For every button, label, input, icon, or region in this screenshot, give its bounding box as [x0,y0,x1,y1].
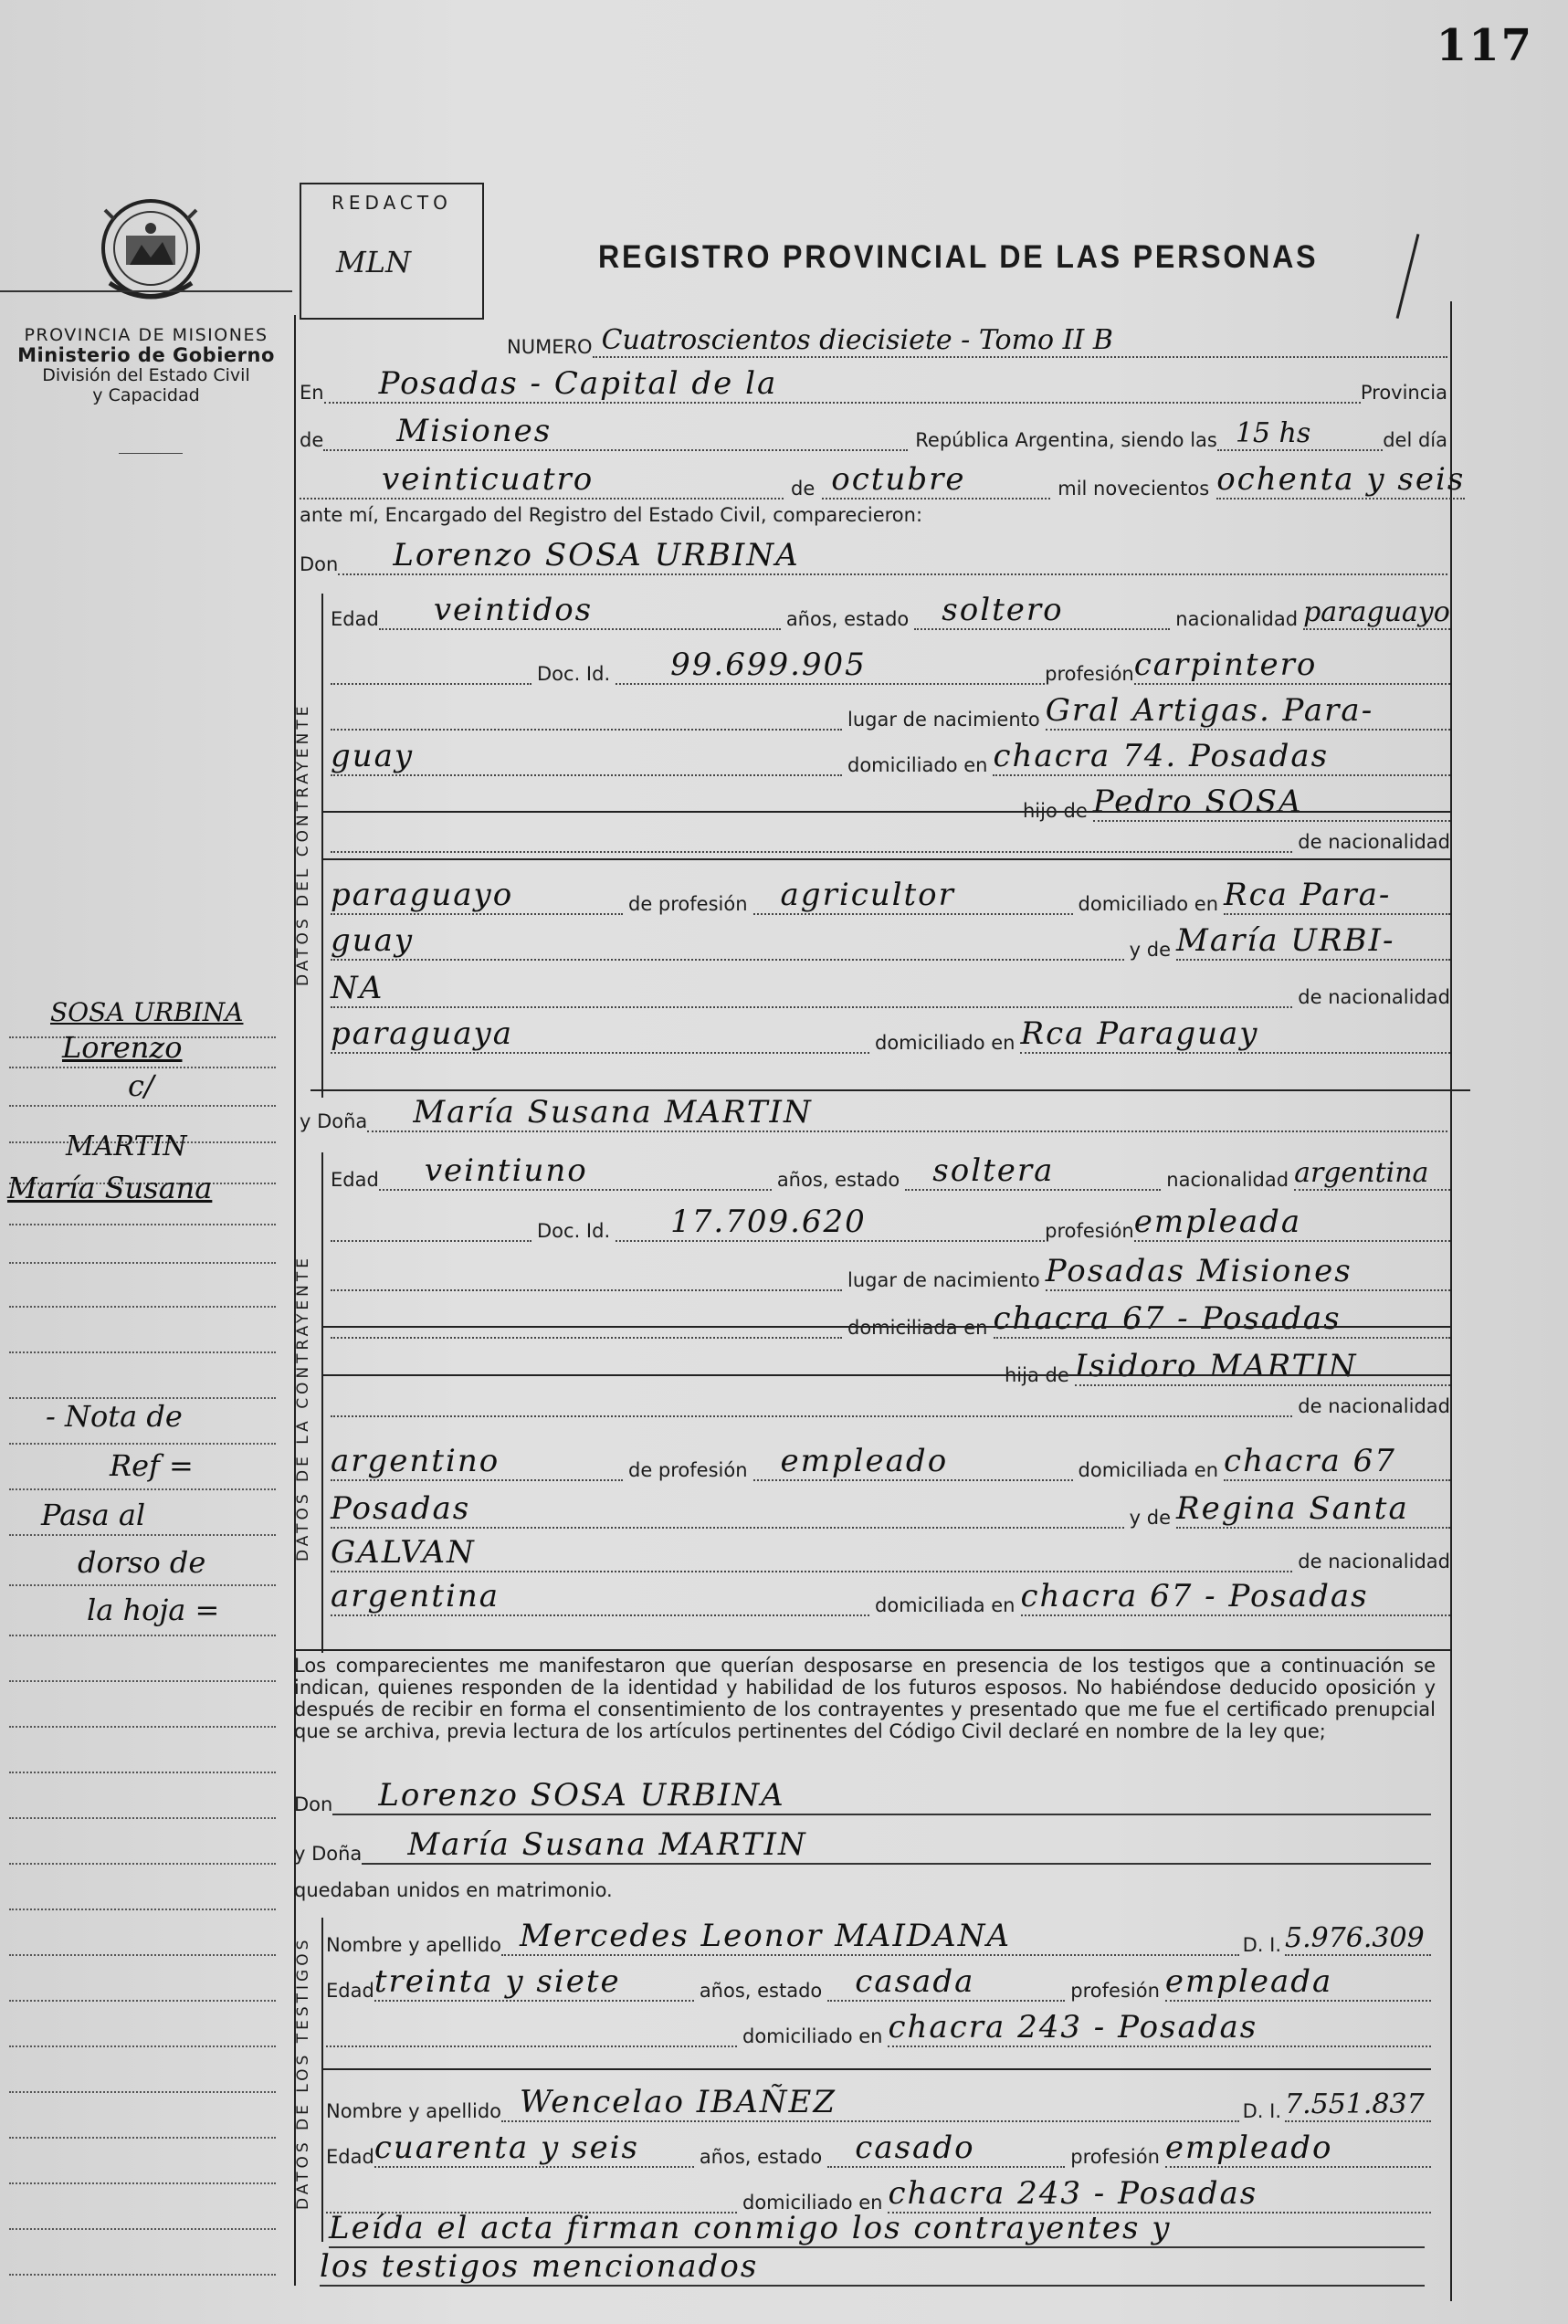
margin-bride-surname: MARTIN [66,1130,187,1162]
bride-father-row [1005,1348,1450,1386]
groom-dom-row [331,738,1450,776]
bride-father-nac-row [331,1395,1450,1417]
bride-lugar-row [331,1253,1450,1291]
witness1-name-row [326,1918,1431,1956]
witness-section-rule [321,1918,323,2242]
witness2-dom-row [326,2175,1431,2214]
witness2-name: Wencelao IBAÑEZ [520,2084,837,2120]
bride-nationality: argentina [1294,1157,1429,1189]
de-mes-label: de [791,478,816,500]
profesion-label: profesión [1070,1980,1160,2002]
profesion-label: profesión [1045,663,1134,685]
profesion-label: profesión [1070,2146,1160,2168]
witness1-address: chacra 243 - Posadas [888,2009,1258,2045]
declared-bride: María Susana MARTIN [407,1826,807,1863]
estado-label: años, estado [699,2146,823,2168]
groom-father-nationality: paraguayo [331,877,514,913]
bride-father: Isidoro MARTIN [1074,1348,1358,1384]
nacionalidad-label: nacionalidad [1175,608,1299,630]
groom-birthplace: Gral Artigas. Para- [1045,692,1374,729]
separator [310,1089,1470,1091]
groom-father-nac-row [331,831,1450,853]
witness2-age: cuarenta y seis [374,2129,639,2166]
margin-groom: Lorenzo [62,1030,183,1065]
bride-section-label: DATOS DE LA CONTRAYENTE [294,1255,312,1562]
bride-mother-dom-row [331,1578,1450,1616]
margin-surname: SOSA URBINA [50,997,244,1027]
provincia-label: Provincia [1360,382,1447,404]
closing-text-1: Leída el acta firman conmigo los contrayentes y [329,2210,1172,2246]
groom-mother-dom-row [331,1015,1450,1054]
witness2-address: chacra 243 - Posadas [888,2175,1258,2212]
novio-name: Lorenzo SOSA URBINA [393,537,800,573]
de-nacionalidad-label: de nacionalidad [1298,831,1450,853]
domicilio-label: domiciliado en [742,2192,883,2214]
bride-dom-row [331,1300,1450,1339]
division-name-2: y Capacidad [92,385,200,405]
en-label: En [300,382,324,404]
nombre-label: Nombre y apellido [326,1934,502,1956]
dia-value: veinticuatro [382,461,595,498]
bride-mother-nac-row [331,1534,1450,1572]
edad-label: Edad [331,608,379,630]
divider [119,453,183,454]
registry-title: REGISTRO PROVINCIAL DE LAS PERSONAS [598,239,1319,275]
del-dia-label: del día [1383,429,1447,451]
division-name: División del Estado Civil [42,365,250,385]
domicilio-label: domiciliada en [875,1594,1016,1616]
groom-status: soltero [942,592,1064,628]
bride-doc: 17.709.620 [670,1204,867,1240]
province-seal-icon [91,192,210,310]
groom-section-label: DATOS DEL CONTRAYENTE [294,702,312,986]
groom-mother-address: Rca Paraguay [1020,1015,1259,1052]
ante-text: ante mí, Encargado del Registro del Estado Civil, comparecieron: [300,504,923,526]
hora-value: 15 hs [1235,417,1311,449]
edad-label: Edad [326,2146,374,2168]
groom-father-address-2: guay [331,922,415,959]
decl-dona-row [294,1826,1431,1865]
mes-value: octubre [831,461,966,498]
domicilio-label: domiciliado en [875,1032,1016,1054]
domicilio-label: domiciliado en [742,2025,883,2047]
bride-mother-address: chacra 67 - Posadas [1020,1578,1369,1614]
closing-line-1 [329,2210,1425,2248]
witness-section-label: DATOS DE LOS TESTIGOS [294,1936,312,2210]
province-name: PROVINCIA DE MISIONES [24,325,268,345]
di-label: D. I. [1242,2100,1281,2122]
de-label: de [300,429,324,451]
doc-label: Doc. Id. [537,1220,611,1242]
de-profesion-label: de profesión [628,893,748,915]
de-value: Misiones [396,413,552,449]
groom-birthplace-2: guay [331,738,415,774]
witness1-name: Mercedes Leonor MAIDANA [520,1918,1012,1954]
nombre-label: Nombre y apellido [326,2100,502,2122]
groom-mother-2: NA [331,970,384,1006]
numero-row [507,324,1447,358]
groom-section-rule [321,594,323,1098]
groom-edad-row [331,592,1450,630]
bride-name: María Susana MARTIN [413,1094,813,1130]
doc-label: Doc. Id. [537,663,611,685]
groom-profession: carpintero [1133,647,1318,683]
groom-father-prof-row [331,877,1450,915]
bride-doc-row [331,1204,1450,1242]
groom-father: Pedro SOSA [1092,783,1303,820]
edad-label: Edad [331,1169,379,1191]
profesion-label: profesión [1045,1220,1134,1242]
y-dona-label: y Doña [294,1843,363,1865]
ministry-name: Ministerio de Gobierno [17,344,275,366]
witness2-status: casado [855,2129,975,2166]
numero-label: NUMERO [507,336,593,358]
lugar-label: lugar de nacimiento [847,1269,1040,1291]
estado-label: años, estado [776,1169,900,1191]
numero-value: Cuatroscientos diecisiete - Tomo II B [601,324,1113,356]
witness2-edad-row [326,2129,1431,2168]
groom-father-profession: agricultor [780,877,955,913]
domicilio-label: domiciliado en [847,754,988,776]
groom-nationality: paraguayo [1303,596,1450,628]
bride-mother-nationality: argentina [331,1578,500,1614]
redacto-value: MLN [336,245,412,279]
groom-doc-row [331,647,1450,685]
separator [321,811,1450,813]
bride-section-rule [321,1152,323,1653]
en-value: Posadas - Capital de la [378,365,778,402]
quedaban-text: quedaban unidos en matrimonio. [294,1879,613,1901]
y-dona-label: y Doña [300,1110,368,1132]
margin-nota-3: Pasa al [41,1498,146,1532]
margin-nota-1: - Nota de [46,1399,183,1434]
lugar-label: lugar de nacimiento [847,709,1040,731]
witness1-status: casada [855,1963,975,2000]
witness1-dom-row [326,2009,1431,2047]
bride-age: veintiuno [424,1152,588,1189]
don-label: Don [294,1793,333,1815]
groom-lugar-row [331,692,1450,731]
mil-label: mil novecientos [1058,478,1210,500]
de-nacionalidad-label: de nacionalidad [1298,1395,1450,1417]
groom-mother-nationality: paraguaya [331,1015,513,1052]
domicilio-label: domiciliada en [1078,1459,1219,1481]
bride-address: chacra 67 - Posadas [993,1300,1342,1337]
bride-father-address-2: Posadas [331,1490,471,1527]
groom-age: veintidos [433,592,594,628]
groom-father-row [1023,783,1450,822]
bride-father-nationality: argentino [331,1443,500,1479]
margin-nota-5: la hoja = [87,1593,220,1627]
separator [294,1649,1450,1651]
groom-mother: María URBI- [1176,922,1395,959]
en-row [300,365,1447,404]
margin-bride: María Susana [7,1171,213,1205]
de-row [300,413,1447,451]
margin-nota-4: dorso de [78,1545,206,1580]
bride-father-profession: empleado [780,1443,949,1479]
bride-edad-row [331,1152,1450,1191]
republica-label: República Argentina, siendo las [915,429,1217,451]
left-column-top-rule [0,290,292,292]
de-nacionalidad-label: de nacionalidad [1298,1551,1450,1572]
issuer-block [0,325,292,405]
hija-label: hija de [1005,1364,1069,1386]
hijo-label: hijo de [1023,800,1088,822]
bride-birthplace: Posadas Misiones [1045,1253,1352,1289]
domicilio-label: domiciliada en [847,1317,988,1339]
groom-father-address: Rca Para- [1224,877,1392,913]
witness1-edad-row [326,1963,1431,2002]
separator [321,1326,1450,1328]
witness2-profession: empleado [1164,2129,1333,2166]
de-profesion-label: de profesión [628,1459,748,1481]
separator [321,1374,1450,1376]
witness1-di: 5.976.309 [1285,1922,1425,1954]
dona-row [300,1094,1447,1132]
bride-mother-2: GALVAN [331,1534,476,1571]
margin-con: c/ [128,1068,154,1103]
estado-label: años, estado [785,608,910,630]
closing-text-2: los testigos mencionados [320,2248,759,2285]
witness2-name-row [326,2084,1431,2122]
separator [321,2068,1431,2070]
closing-line-2 [320,2248,1425,2287]
witness1-profession: empleada [1164,1963,1333,2000]
form-right-rule [1450,301,1452,2301]
di-label: D. I. [1242,1934,1281,1956]
declared-groom: Lorenzo SOSA URBINA [378,1777,785,1814]
witness2-di: 7.551.837 [1285,2088,1425,2120]
de-nacionalidad-label: de nacionalidad [1298,986,1450,1008]
bride-status: soltera [932,1152,1055,1189]
estado-label: años, estado [699,1980,823,2002]
edad-label: Edad [326,1980,374,2002]
groom-mother-row [331,922,1450,961]
anio-value: ochenta y seis [1216,461,1466,498]
don-row [300,537,1447,575]
groom-address: chacra 74. Posadas [993,738,1330,774]
nacionalidad-label: nacionalidad [1166,1169,1289,1191]
redacto-label: REDACTO [331,192,452,214]
page-number: 117 [1436,20,1533,71]
separator [321,858,1450,860]
domicilio-label: domiciliado en [1078,893,1219,915]
groom-doc: 99.699.905 [670,647,867,683]
margin-nota-2: Ref = [110,1448,194,1483]
bride-father-address: chacra 67 [1224,1443,1396,1479]
statement-text: Los comparecientes me manifestaron que querían desposarse en presencia de los testigos que a continuación se indican, quienes responden de la identidad y habilidad de los futuros esposos. No habiéndose deducido oposición y después de recibir en forma el consentimiento de los contrayentes y presentado que me fue el certificado prenupcial que se archiva, previa lectura de los artículos pertinentes del Código Civil declaré en nombre de la ley que; [294,1655,1436,1742]
decl-don-row [294,1777,1431,1815]
bride-mother: Regina Santa [1176,1490,1409,1527]
don-label: Don [300,553,339,575]
bride-profession: empleada [1133,1204,1302,1240]
y-de-label: y de [1129,939,1171,961]
bride-father-prof-row [331,1443,1450,1481]
groom-mother-nac-row [331,970,1450,1008]
fecha-row [300,461,1466,500]
y-de-label: y de [1129,1507,1171,1529]
witness1-age: treinta y siete [374,1963,621,2000]
bride-mother-row [331,1490,1450,1529]
